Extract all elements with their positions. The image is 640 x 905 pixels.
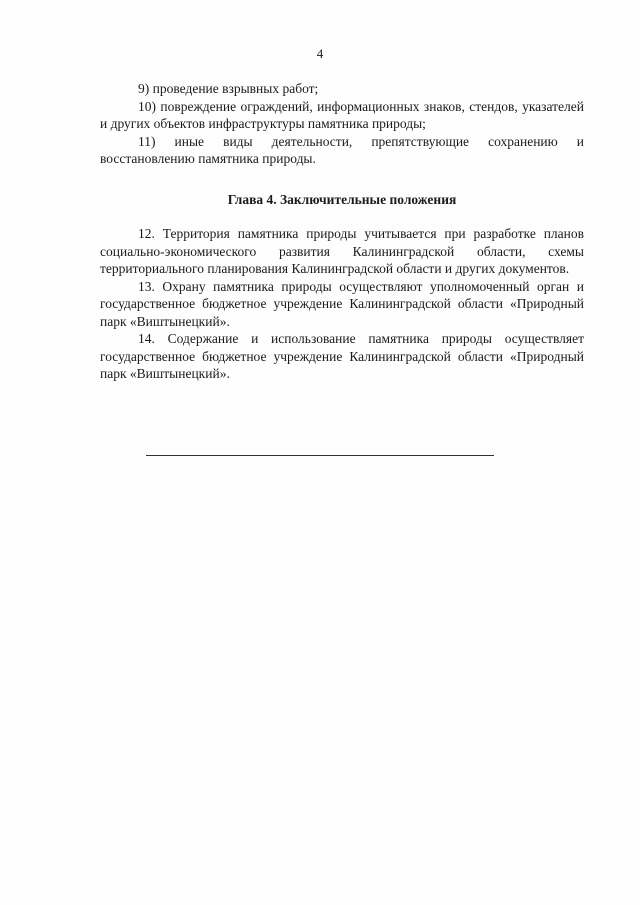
- paragraph-13: 13. Охрану памятника природы осуществляют уполномоченный орган и государственное бюджетное учреждение Калининградской области «Природный парк «Виштынецкий».: [100, 278, 584, 329]
- paragraph-14: 14. Содержание и использование памятника природы осуществляет государственное бюджетное учреждение Калининградской области «Природный парк «Виштынецкий».: [100, 331, 584, 381]
- page-number: 4: [316, 46, 324, 61]
- list-item-11: 11) иные виды деятельности, препятствующие сохранению и восстановлению памятника природы.: [100, 133, 584, 166]
- end-of-document-rule: [146, 455, 494, 456]
- list-item-10: 10) повреждение ограждений, информационных знаков, стендов, указателей и других объектов инфраструктуры памятника природы;: [100, 98, 584, 131]
- list-item-9: 9) проведение взрывных работ;: [138, 81, 319, 96]
- document-body: [100, 80, 584, 383]
- paragraph-12: 12. Территория памятника природы учитывается при разработке планов социально-экономического развития Калининградской области, схемы территориального планирования Калининградской области и других документов.: [100, 226, 584, 276]
- chapter-heading: Глава 4. Заключительные положения: [227, 191, 457, 207]
